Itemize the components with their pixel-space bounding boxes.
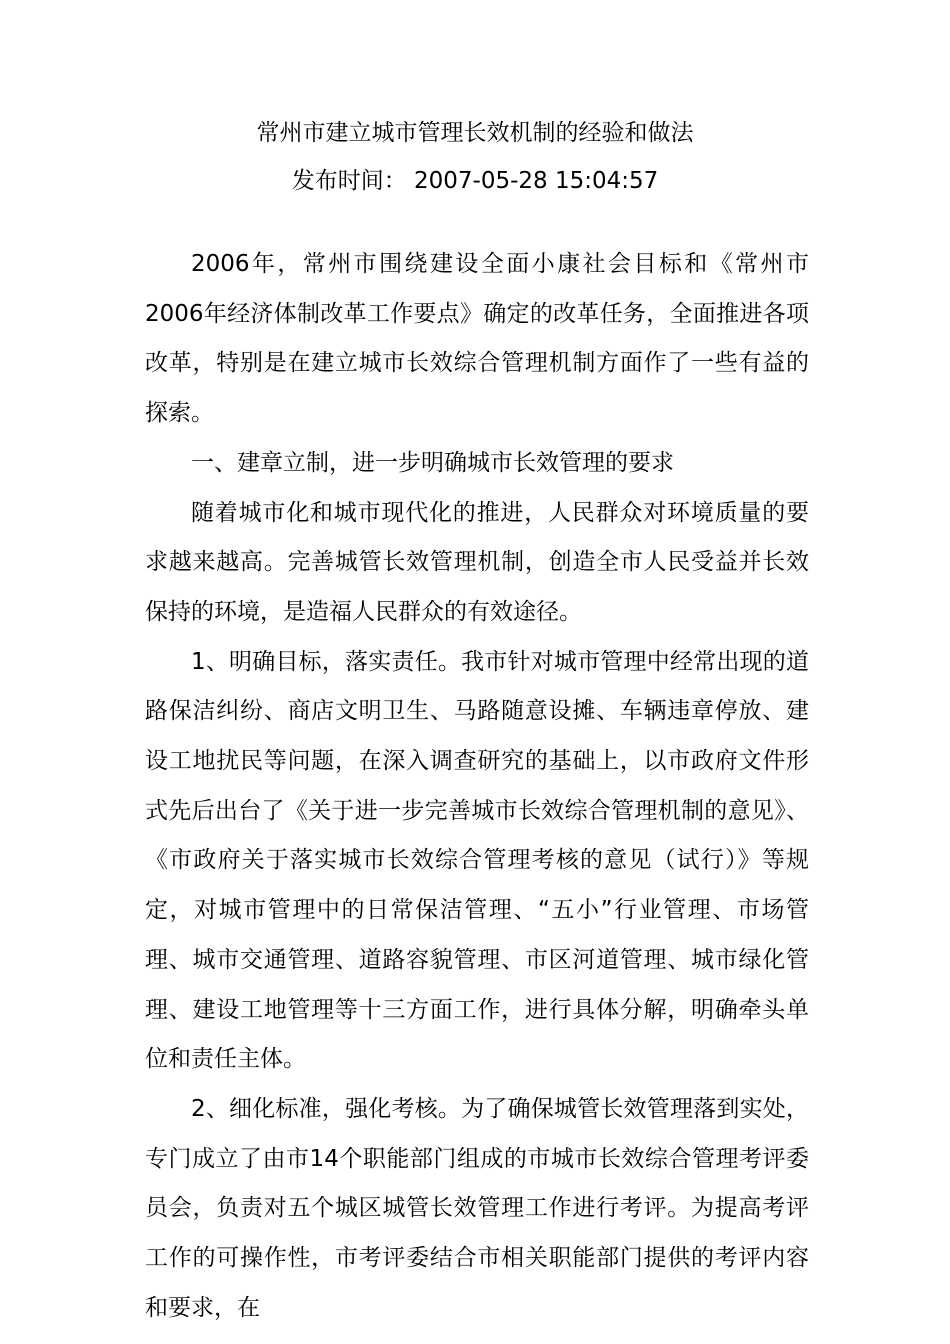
document-title: 常州市建立城市管理长效机制的经验和做法 xyxy=(256,120,694,146)
publish-label: 发布时间： xyxy=(291,168,407,194)
paragraph: 1、明确目标，落实责任。我市针对城市管理中经常出现的道路保洁纠纷、商店文明卫生、马路随意设摊、车辆违章停放、建设工地扰民等问题，在深入调查研究的基础上，以市政府文件形式先后出台了《关于进一步完善城市长效综合管理机制的意见》、《市政府关于落实城市长效综合管理考核的意见（试行）》等规定，对城市管理中的日常保洁管理、“五小”行业管理、市场管理、城市交通管理、道路容貌管理、市区河道管理、城市绿化管理、建设工地管理等十三方面工作，进行具体分解，明确牵头单位和责任主体。 xyxy=(145,648,809,1073)
publish-time: 2007-05-28 15:04:57 xyxy=(414,168,659,194)
publish-info xyxy=(0,166,950,196)
paragraph: 2、细化标准，强化考核。为了确保城管长效管理落到实处，专门成立了由市14个职能部门组成的市城市长效综合管理考评委员会，负责对五个城区城管长效管理工作进行考评。为提高考评工作的可操作性，市考评委结合市相关职能部门提供的考评内容和要求，在 xyxy=(145,1095,809,1321)
document-body xyxy=(145,240,809,1333)
paragraph: 随着城市化和城市现代化的推进，人民群众对环境质量的要求越来越高。完善城管长效管理机制，创造全市人民受益并长效保持的环境，是造福人民群众的有效途径。 xyxy=(145,499,809,625)
section-heading: 一、建章立制，进一步明确城市长效管理的要求 xyxy=(191,449,674,476)
paragraph-intro: 2006年，常州市围绕建设全面小康社会目标和《常州市2006年经济体制改革工作要点》确定的改革任务，全面推进各项改革，特别是在建立城市长效综合管理机制方面作了一些有益的探索。 xyxy=(145,251,809,427)
